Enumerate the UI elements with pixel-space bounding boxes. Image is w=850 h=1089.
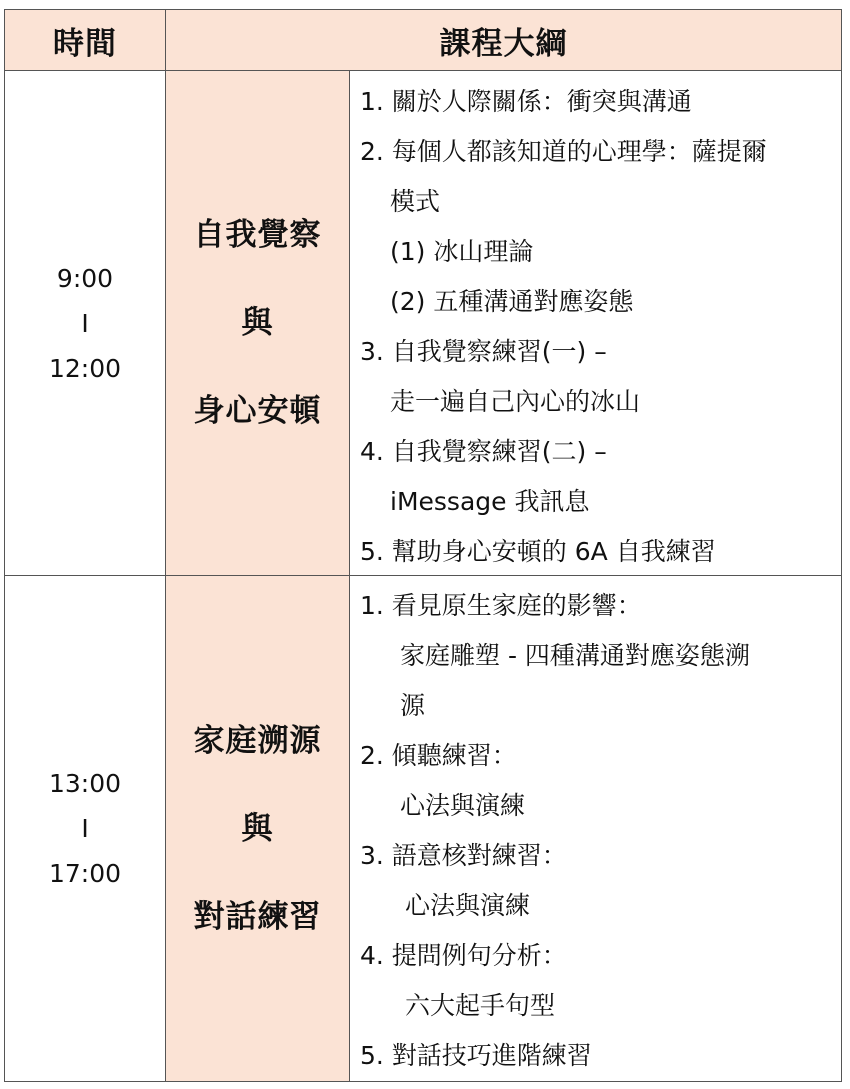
session-2-outline-cell xyxy=(349,575,842,1082)
session-1-outline-line: 1. 關於人際關係：衝突與溝通 xyxy=(360,87,692,116)
session-1-outline-line: iMessage 我訊息 xyxy=(390,487,590,516)
session-2-time-end: 17:00 xyxy=(48,859,122,888)
session-1-time-separator: I xyxy=(81,308,89,338)
session-2-outline-line: 心法與演練 xyxy=(400,791,526,820)
session-1-outline-line: (1) 冰山理論 xyxy=(390,237,534,266)
session-1-time-end: 12:00 xyxy=(48,353,122,383)
session-2-outline-line: 家庭雕塑 - 四種溝通對應姿態溯 xyxy=(400,641,750,670)
session-2-topic-cell xyxy=(165,575,350,1082)
session-1-outline-line: 3. 自我覺察練習(一) – xyxy=(360,337,607,366)
session-2-time-start: 13:00 xyxy=(48,769,122,798)
session-1-time-start: 9:00 xyxy=(56,263,114,293)
session-2-outline-line: 5. 對話技巧進階練習 xyxy=(360,1041,592,1070)
session-1-outline-line: 2. 每個人都該知道的心理學：薩提爾 xyxy=(360,137,767,166)
session-1-outline-line: 模式 xyxy=(390,187,441,216)
session-1-outline-cell xyxy=(349,70,842,576)
header-outline-label: 課程大綱 xyxy=(439,25,568,62)
session-2-topic-line-3: 對話練習 xyxy=(193,898,322,935)
session-2-outline-line: 2. 傾聽練習： xyxy=(360,741,517,770)
session-2-outline-line: 源 xyxy=(400,691,426,720)
session-2-topic-line-2: 與 xyxy=(241,810,274,847)
session-2-topic-line-1: 家庭溯源 xyxy=(193,722,322,759)
session-1-topic-line-2: 與 xyxy=(241,305,274,341)
session-1-topic-cell xyxy=(165,70,350,576)
session-2-outline-line: 4. 提問例句分析： xyxy=(360,941,567,970)
session-1-time-cell xyxy=(4,70,166,576)
session-2-outline-line: 1. 看見原生家庭的影響： xyxy=(360,591,642,620)
session-2-outline-line: 3. 語意核對練習： xyxy=(360,841,567,870)
schedule-table xyxy=(4,9,842,1082)
session-1-topic-line-3: 身心安頓 xyxy=(193,393,322,429)
session-1-outline-line: 走一遍自己內心的冰山 xyxy=(390,387,641,416)
session-2-outline-line: 心法與演練 xyxy=(405,891,531,920)
session-1-topic-line-1: 自我覺察 xyxy=(193,217,322,253)
header-time-cell xyxy=(4,9,166,71)
header-outline-cell xyxy=(165,9,842,71)
header-time-label: 時間 xyxy=(53,25,117,62)
session-2-outline-line: 六大起手句型 xyxy=(405,991,556,1020)
session-1-outline-line: 5. 幫助身心安頓的 6A 自我練習 xyxy=(360,537,716,566)
session-1-outline-line: 4. 自我覺察練習(二) – xyxy=(360,437,607,466)
session-2-time-cell xyxy=(4,575,166,1082)
session-2-time-separator: I xyxy=(81,814,89,843)
session-1-outline-line: (2) 五種溝通對應姿態 xyxy=(390,287,634,316)
